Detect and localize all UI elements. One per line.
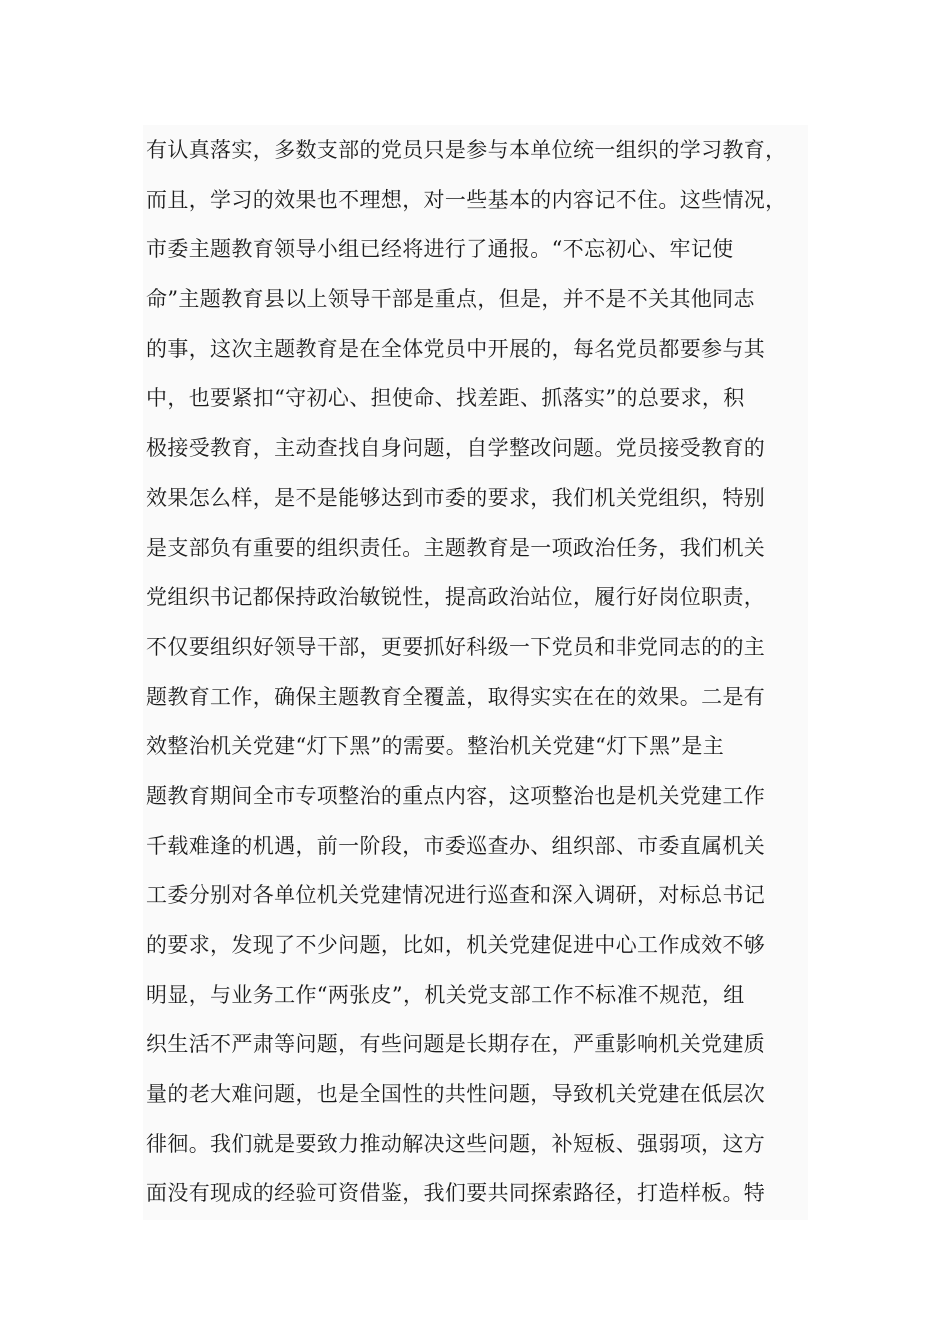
body-text-line-17: 的要求，发现了不少问题，比如，机关党建促进中心工作成效不够 (146, 933, 766, 957)
body-text-line-1: 有认真落实，多数支部的党员只是参与本单位统一组织的学习教育， (146, 138, 787, 162)
body-text-line-16: 工委分别对各单位机关党建情况进行巡查和深入调研，对标总书记 (146, 883, 766, 907)
body-text-line-10: 党组织书记都保持政治敏锐性，提高政治站位，履行好岗位职责， (146, 585, 766, 609)
body-text-line-18: 明显，与业务工作“两张皮”，机关党支部工作不标准不规范，组 (146, 983, 745, 1007)
body-text-line-20: 量的老大难问题，也是全国性的共性问题，导致机关党建在低层次 (146, 1082, 766, 1106)
body-text-line-8: 效果怎么样，是不是能够达到市委的要求，我们机关党组织，特别 (146, 486, 766, 510)
body-text-line-5: 的事，这次主题教育是在全体党员中开展的，每名党员都要参与其 (146, 337, 766, 361)
body-text-line-7: 极接受教育，主动查找自身问题，自学整改问题。党员接受教育的 (146, 436, 766, 460)
body-text-line-21: 徘徊。我们就是要致力推动解决这些问题，补短板、强弱项，这方 (146, 1132, 766, 1156)
body-text-line-9: 是支部负有重要的组织责任。主题教育是一项政治任务，我们机关 (146, 536, 766, 560)
body-text-line-2: 而且，学习的效果也不理想，对一些基本的内容记不住。这些情况， (146, 188, 787, 212)
body-text-line-22: 面没有现成的经验可资借鉴，我们要共同探索路径，打造样板。特 (146, 1181, 766, 1205)
body-text-line-3: 市委主题教育领导小组已经将进行了通报。“不忘初心、牢记使 (146, 237, 734, 261)
body-text-line-11: 不仅要组织好领导干部，更要抓好科级一下党员和非党同志的的主 (146, 635, 766, 659)
body-text-line-14: 题教育期间全市专项整治的重点内容，这项整治也是机关党建工作 (146, 784, 766, 808)
body-text-line-12: 题教育工作，确保主题教育全覆盖，取得实实在在的效果。二是有 (146, 685, 766, 709)
body-text-line-19: 织生活不严肃等问题，有些问题是长期存在，严重影响机关党建质 (146, 1032, 766, 1056)
body-text-line-4: 命”主题教育县以上领导干部是重点，但是，并不是不关其他同志 (146, 287, 755, 311)
body-text-line-13: 效整治机关党建“灯下黑”的需要。整治机关党建“灯下黑”是主 (146, 734, 725, 758)
body-text-line-15: 千载难逢的机遇，前一阶段，市委巡查办、组织部、市委直属机关 (146, 834, 766, 858)
body-text-line-6: 中，也要紧扣“守初心、担使命、找差距、抓落实”的总要求，积 (146, 386, 745, 410)
